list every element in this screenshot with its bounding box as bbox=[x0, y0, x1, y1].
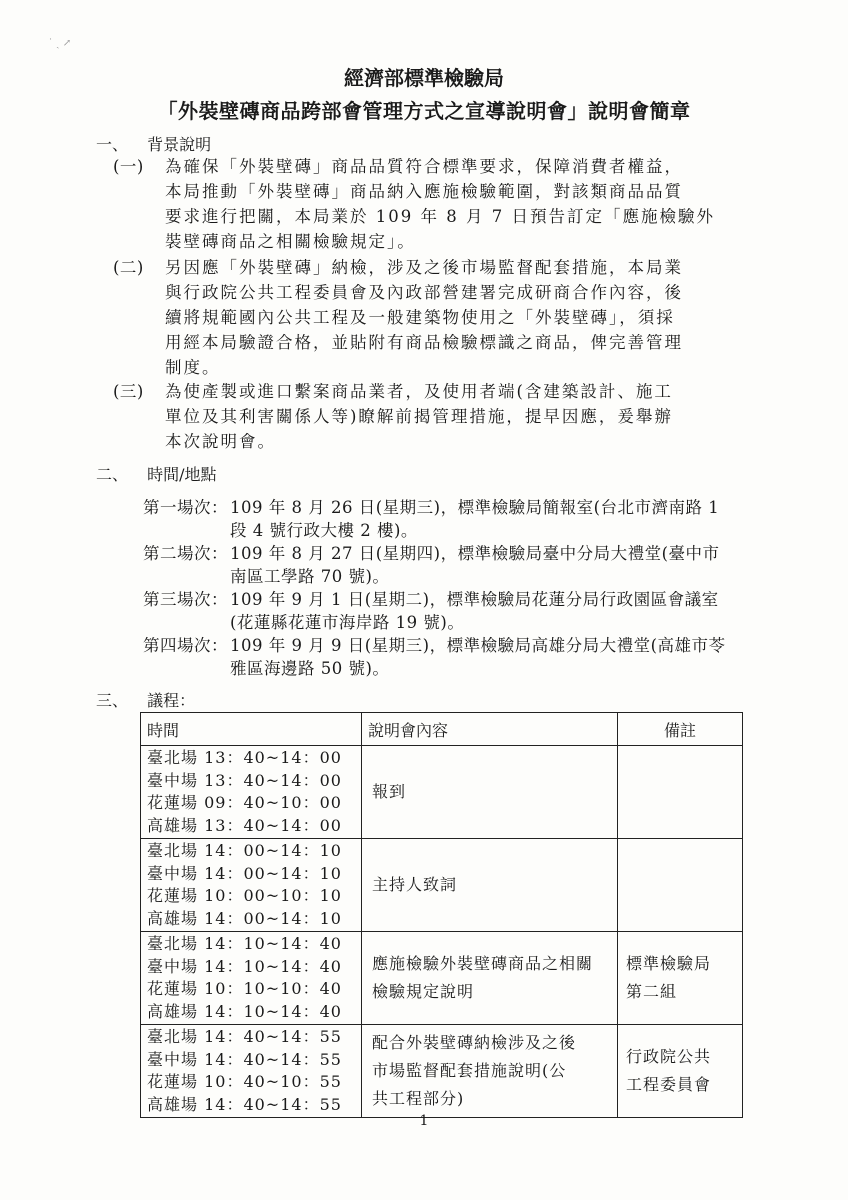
agenda-time: 臺北場 14：40~14：55 bbox=[147, 1027, 342, 1046]
agenda-header-row bbox=[141, 713, 743, 746]
item-number: (三) bbox=[113, 382, 144, 401]
paragraph-line: 制度。 bbox=[165, 358, 221, 377]
agenda-content-cell bbox=[362, 1025, 618, 1118]
agenda-content-cell bbox=[362, 932, 618, 1025]
section-title: 議程： bbox=[147, 691, 196, 710]
header-content: 說明會內容 bbox=[362, 713, 618, 746]
agenda-table bbox=[140, 712, 743, 1118]
agenda-content-line: 報到 bbox=[372, 782, 407, 801]
agenda-note-line: 工程委員會 bbox=[626, 1075, 712, 1094]
agenda-time: 花蓮場 10：40~10：55 bbox=[147, 1072, 342, 1091]
paragraph-line: 裝壁磚商品之相關檢驗規定」。 bbox=[165, 232, 416, 251]
paragraph-line: 本次說明會。 bbox=[165, 432, 276, 451]
agenda-time: 臺中場 14：40~14：55 bbox=[147, 1049, 342, 1069]
agenda-content-cell bbox=[362, 839, 618, 932]
section-2-heading bbox=[96, 462, 217, 485]
agenda-content-line: 共工程部分) bbox=[372, 1089, 465, 1108]
agenda-time: 花蓮場 10：10~10：40 bbox=[147, 979, 342, 998]
section-3-heading bbox=[96, 688, 195, 711]
session-detail: 109 年 8 月 26 日(星期三)，標準檢驗局簡報室(台北市濟南路 1 bbox=[230, 498, 720, 517]
agenda-time: 花蓮場 10：00~10：10 bbox=[147, 886, 342, 905]
section-number: 三、 bbox=[96, 691, 129, 710]
paragraph-line: 本局推動「外裝壁磚」商品納入應施檢驗範圍，對該類商品品質 bbox=[165, 182, 683, 201]
agenda-note-cell bbox=[618, 839, 743, 932]
agenda-content-line: 主持人致詞 bbox=[372, 875, 458, 894]
agenda-time-cell bbox=[141, 1025, 362, 1118]
org-title: 經濟部標準檢驗局 bbox=[344, 66, 504, 90]
agenda-time: 臺北場 14：10~14：40 bbox=[147, 934, 342, 953]
paragraph-line: 為確保「外裝壁磚」商品品質符合標準要求，保障消費者權益， bbox=[165, 157, 683, 176]
header-note: 備註 bbox=[618, 713, 743, 746]
agenda-time: 高雄場 14：00~14：10 bbox=[147, 908, 342, 928]
agenda-time: 臺北場 14：00~14：10 bbox=[147, 841, 342, 860]
item-number: (二) bbox=[113, 258, 144, 277]
agenda-content-line: 應施檢驗外裝壁磚商品之相關 bbox=[372, 954, 594, 973]
session-label: 第二場次： bbox=[143, 544, 228, 563]
session-detail: 段 4 號行政大樓 2 樓)。 bbox=[230, 521, 418, 540]
agenda-row bbox=[141, 839, 743, 932]
agenda-note-line: 標準檢驗局 bbox=[626, 954, 712, 973]
agenda-content-line: 市場監督配套措施說明(公 bbox=[372, 1061, 567, 1080]
agenda-time-cell bbox=[141, 746, 362, 839]
paragraph-line: 另因應「外裝壁磚」納檢，涉及之後市場監督配套措施，本局業 bbox=[165, 258, 683, 277]
agenda-time: 臺北場 13：40~14：00 bbox=[147, 748, 342, 767]
session-detail: (花蓮縣花蓮市海岸路 19 號)。 bbox=[230, 613, 465, 632]
agenda-time: 臺中場 14：00~14：10 bbox=[147, 863, 342, 883]
paragraph-line: 單位及其利害關係人等)瞭解前揭管理措施，提早因應，爰舉辦 bbox=[165, 407, 673, 426]
agenda-note-cell bbox=[618, 932, 743, 1025]
session-detail: 109 年 8 月 27 日(星期四)，標準檢驗局臺中分局大禮堂(臺中市 bbox=[230, 544, 720, 563]
agenda-note-line: 第二組 bbox=[626, 982, 678, 1001]
paragraph-line: 要求進行把關，本局業於 109 年 8 月 7 日預告訂定「應施檢驗外 bbox=[165, 207, 715, 226]
agenda-time: 臺中場 14：10~14：40 bbox=[147, 956, 342, 976]
session-detail: 109 年 9 月 1 日(星期二)，標準檢驗局花蓮分局行政園區會議室 bbox=[230, 590, 719, 609]
session-label: 第四場次： bbox=[143, 636, 228, 655]
agenda-note-cell bbox=[618, 746, 743, 839]
agenda-content-cell bbox=[362, 746, 618, 839]
session-detail: 雅區海邊路 50 號)。 bbox=[230, 659, 390, 678]
section-1-heading bbox=[96, 132, 211, 155]
agenda-row bbox=[141, 746, 743, 839]
agenda-content-line: 配合外裝壁磚納檢涉及之後 bbox=[372, 1033, 577, 1052]
session-label: 第三場次： bbox=[143, 590, 228, 609]
section-number: 一、 bbox=[96, 135, 129, 154]
header-time: 時間 bbox=[141, 713, 362, 746]
paragraph-line: 用經本局驗證合格，並貼附有商品檢驗標識之商品，俾完善管理 bbox=[165, 333, 683, 352]
session-detail: 109 年 9 月 9 日(星期三)，標準檢驗局高雄分局大禮堂(高雄市苓 bbox=[230, 636, 726, 655]
agenda-time: 高雄場 14：40~14：55 bbox=[147, 1094, 342, 1114]
paragraph-line: 續將規範國內公共工程及一般建築物使用之「外裝壁磚」，須採 bbox=[165, 308, 675, 327]
item-number: (一) bbox=[113, 157, 144, 176]
agenda-row bbox=[141, 932, 743, 1025]
agenda-time: 臺中場 13：40~14：00 bbox=[147, 770, 342, 790]
session-label: 第一場次： bbox=[143, 498, 228, 517]
document-title: 「外裝壁磚商品跨部會管理方式之宣導說明會」說明會簡章 bbox=[157, 99, 691, 123]
agenda-time: 高雄場 14：10~14：40 bbox=[147, 1001, 342, 1021]
agenda-content-line: 檢驗規定說明 bbox=[372, 982, 475, 1001]
section-number: 二、 bbox=[96, 465, 129, 484]
agenda-time: 高雄場 13：40~14：00 bbox=[147, 815, 342, 835]
paragraph-line: 為使產製或進口繫案商品業者，及使用者端(含建築設計、施工 bbox=[165, 382, 673, 401]
agenda-note-line: 行政院公共 bbox=[626, 1047, 712, 1066]
agenda-time: 花蓮場 09：40~10：00 bbox=[147, 793, 342, 812]
agenda-row bbox=[141, 1025, 743, 1118]
section-title: 時間/地點 bbox=[147, 465, 217, 484]
agenda-note-cell bbox=[618, 1025, 743, 1118]
agenda-time-cell bbox=[141, 839, 362, 932]
agenda-time-cell bbox=[141, 932, 362, 1025]
paragraph-line: 與行政院公共工程委員會及內政部營建署完成研商合作內容，後 bbox=[165, 283, 683, 302]
scan-mark: ˙ ˎ ↗ bbox=[48, 38, 72, 49]
page-number: 1 bbox=[419, 1113, 429, 1129]
section-title: 背景說明 bbox=[147, 135, 212, 154]
session-detail: 南區工學路 70 號)。 bbox=[230, 567, 390, 586]
